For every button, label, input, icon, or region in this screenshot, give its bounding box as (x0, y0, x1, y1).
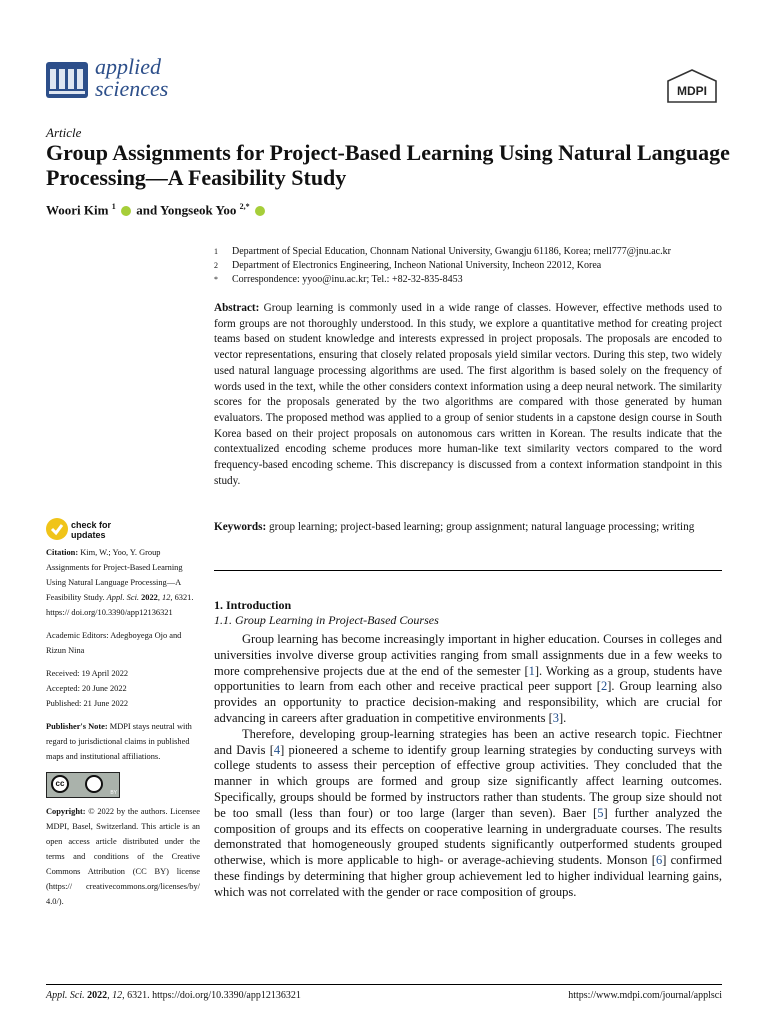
keywords-label: Keywords: (214, 521, 267, 533)
citation-doi-link[interactable]: doi.org/10.3390/app12136321 (71, 608, 173, 617)
paragraph-text: ] confirmed these findings by determining that higher group achievement led to higher individual learning gains, which was not correlated with the gender or race composition of groups. (214, 853, 722, 899)
citation-ref-link[interactable]: 4 (273, 742, 281, 757)
affiliation: 2 Department of Electronics Engineering, Incheon National University, Incheon 22012, Korea (214, 260, 602, 271)
academic-editors: Academic Editors: Adegboyega Ojo and Rizun Nina (46, 631, 182, 655)
svg-text:MDPI: MDPI (677, 84, 707, 98)
section-divider (214, 570, 722, 571)
abstract-label: Abstract: (214, 302, 260, 314)
affiliations (214, 245, 734, 287)
citation: Citation: Kim, W.; Yoo, Y. Group Assignments for Project-Based Learning Using Natural Language Processing—A Feasibility Study. Appl. Sci. 2022, 12, 6321. https:// doi.org/10.3390/app12136321 (46, 548, 194, 617)
paragraph-text: ]. Working as a group, students have opportunities to learn from each other and receive practical peer support [ (214, 663, 723, 694)
article-type: Article (46, 125, 82, 140)
check-updates-icon (46, 518, 68, 540)
article-title: Group Assignments for Project-Based Learning Using Natural Language Processing—A Feasibility Study (46, 140, 730, 190)
footer-journal-url[interactable]: https://www.mdpi.com/journal/applsci (568, 990, 722, 1001)
paragraph-text: ]. Group learning also provides an opportunity to practice decision-making and responsibility, which are crucial for advancing in careers after graduation in competitive environments [ (214, 679, 722, 725)
journal-logo-icon (46, 62, 88, 98)
paragraph (214, 727, 722, 901)
paragraph (214, 632, 722, 727)
orcid-icon[interactable] (255, 206, 265, 216)
abstract-text: Group learning is commonly used in a wide range of classes. However, effective methods used to form groups are not thoroughly understood. In this study, we explore a quantitative method for creating project teams based on student knowledge and interests expressed in project proposals. The proposals are encoded to vector representations, ensuring that closely related proposals yield similar vectors. During this step, two widely used natural language processing algorithms are used. The first algorithm is based solely on the frequency of words used in the text, while the other considers context information using a deep neural network. The similarity scores for the proposals generated by the two algorithms are compared with those generated by human evaluators. The proposed method was applied to a group of senior students in a capstone design course in South Korea based on their project proposals on autonomous cars written in Korean. The results indicate that the contextualized encoding scheme produces more human-like text similarity vectors compared to the word frequency-based encoding scheme. This discrepancy is discussed from a context information standpoint in this study. (214, 302, 722, 487)
sidebar (46, 545, 200, 917)
section-heading: 1. Introduction (214, 598, 292, 612)
footer-divider (46, 984, 722, 985)
citation-ref-link[interactable]: 2 (600, 679, 608, 694)
body-text (214, 632, 722, 901)
paragraph-text: Group learning has become increasingly important in higher education. Courses in colleges and universities involve diverse group activities ranging from small assignments due in a few weeks to more comprehensive projects due at the end of the semester [ (214, 632, 722, 678)
author-list: Woori Kim $^1$ and Yongseok Yoo $^{2,*}$ (46, 202, 267, 218)
paragraph-text: ] further analyzed the composition of groups and its effects on cooperative learning in undergraduate courses. The results demonstrated that homogeneously grouped students significantly outperformed students grouped otherwise, which is more applicable to high- or average-achieving students. Monson [ (214, 805, 723, 868)
cc-license-badge[interactable]: cc BY (46, 772, 120, 798)
abstract (214, 301, 722, 489)
journal-name: applied sciences (95, 54, 169, 101)
keywords (214, 520, 722, 536)
affiliation: 1 Department of Special Education, Chonnam National University, Gwangju 61186, Korea; rnell777@jnu.ac.kr (214, 246, 671, 257)
author-name[interactable]: Yongseok Yoo (159, 202, 237, 218)
footer-citation: Appl. Sci. 2022, 12, 6321. https://doi.org/10.3390/app12136321 (46, 990, 301, 1001)
subsection-heading: 1.1. Group Learning in Project-Based Courses (214, 613, 439, 627)
publication-dates: Received: 19 April 2022 Accepted: 20 June 2022 Published: 21 June 2022 (46, 669, 129, 708)
citation-ref-link[interactable]: 6 (655, 853, 663, 868)
citation-ref-link[interactable]: 1 (528, 663, 535, 678)
orcid-icon[interactable] (121, 206, 131, 216)
paragraph-text: ] pioneered a scheme to identify group learning strategies by conducting surveys with college students to assess their perception of effective group activities. They concluded that the manner in which groups are formed and group size significantly affect learning outcomes. Specifically, groups should be formed by instructors rather than students. The group size should not be too small (less than four) or too large (larger than seven). Baer [ (214, 742, 723, 820)
keywords-text: group learning; project-based learning; group assignment; natural language processing; writing (269, 521, 695, 533)
mdpi-logo (666, 69, 718, 103)
correspondence: * Correspondence: yyoo@inu.ac.kr; Tel.: +82-32-835-8453 (214, 274, 463, 285)
paragraph-text: Therefore, developing group-learning strategies has been an active research topic. Fiechtner and Davis [ (214, 726, 722, 757)
check-for-updates-button[interactable]: check for updates (46, 518, 126, 542)
citation-ref-link[interactable]: 5 (597, 805, 604, 820)
copyright: Copyright: © 2022 by the authors. Licensee MDPI, Basel, Switzerland. This article is an open access article distributed under the terms and conditions of the Creative Commons Attribution (CC BY) license (https:// creativecommons.org/licenses/by/ 4.0/). (46, 807, 200, 906)
citation-ref-link[interactable]: 3 (552, 710, 560, 725)
journal-logo (46, 54, 181, 108)
author-name[interactable]: Woori Kim (46, 202, 109, 218)
paragraph-text: ]. (559, 710, 567, 725)
publisher-note: Publisher's Note: MDPI stays neutral with regard to jurisdictional claims in published maps and institutional affiliations. (46, 722, 192, 761)
